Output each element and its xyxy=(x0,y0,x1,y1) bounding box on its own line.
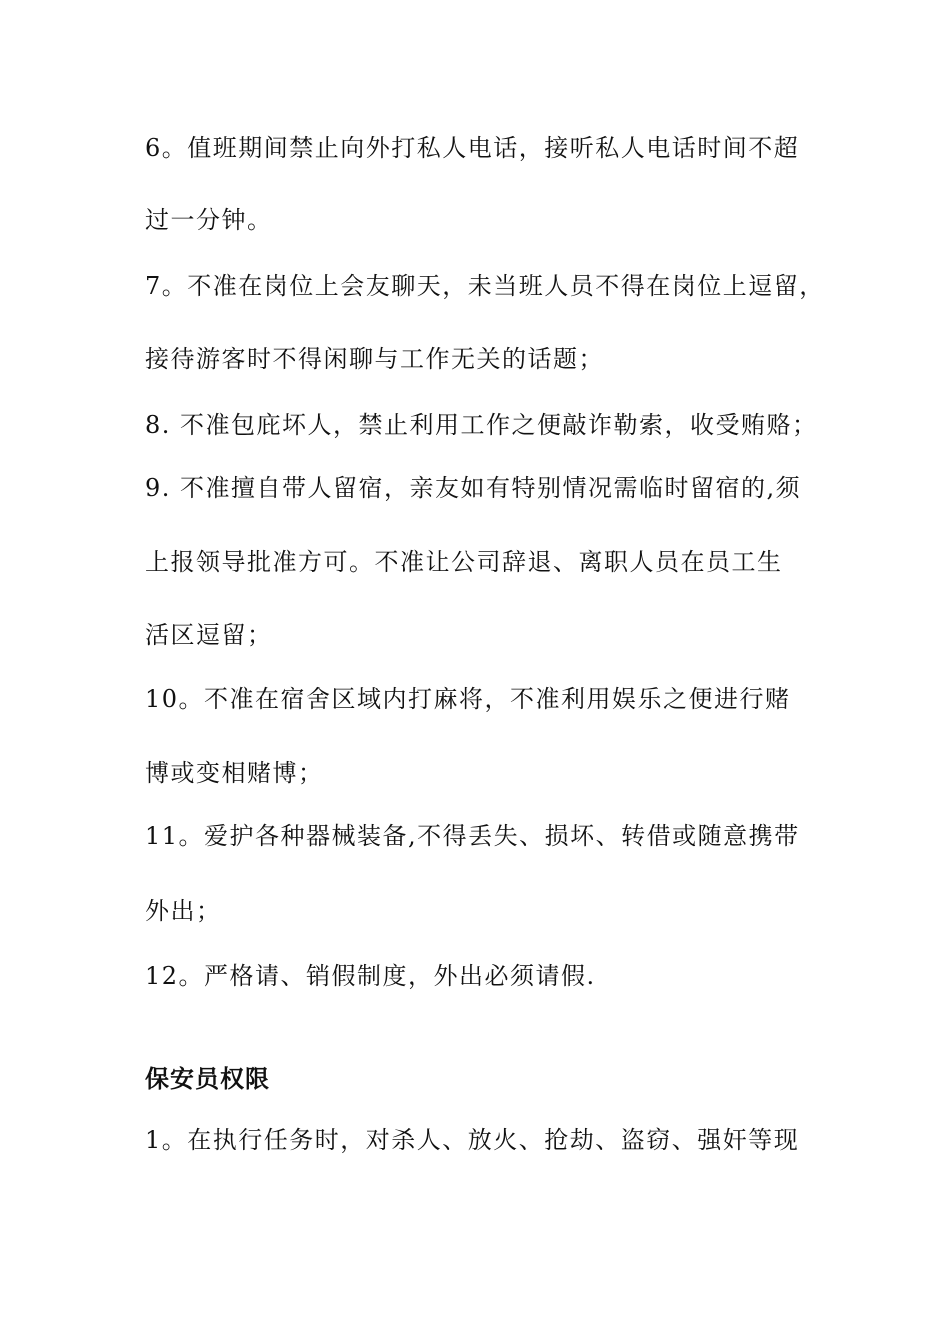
text-line-rule-11: 11。爱护各种器械装备,不得丢失、损坏、转借或随意携带 xyxy=(145,822,800,850)
text-line-rule-10: 10。不准在宿舍区域内打麻将，不准利用娱乐之便进行赌 xyxy=(145,685,791,713)
text-line-rule-11-cont: 外出； xyxy=(145,897,222,925)
text-line-rule-7-cont: 接待游客时不得闲聊与工作无关的话题； xyxy=(145,345,604,373)
text-line-rule-6: 6。值班期间禁止向外打私人电话，接听私人电话时间不超 xyxy=(145,134,800,162)
text-line-rule-9-cont-2: 活区逗留； xyxy=(145,621,273,649)
text-line-rule-12: 12。严格请、销假制度，外出必须请假. xyxy=(145,962,596,990)
text-line-rule-9-cont-1: 上报领导批准方可。不准让公司辞退、离职人员在员工生 xyxy=(145,548,783,576)
text-line-rule-9: 9. 不准擅自带人留宿，亲友如有特别情况需临时留宿的,须 xyxy=(145,474,802,502)
text-line-rule-10-cont: 博或变相赌博； xyxy=(145,759,324,787)
text-line-rule-7: 7。不准在岗位上会友聊天，未当班人员不得在岗位上逗留， xyxy=(145,272,825,300)
text-line-rule-8: 8. 不准包庇坏人，禁止利用工作之便敲诈勒索，收受贿赂； xyxy=(145,411,818,439)
text-line-rule-6-cont: 过一分钟。 xyxy=(145,206,273,234)
section-heading-guard-authority: 保安员权限 xyxy=(145,1064,270,1093)
text-line-authority-1: 1。在执行任务时，对杀人、放火、抢劫、盗窃、强奸等现 xyxy=(145,1126,800,1154)
